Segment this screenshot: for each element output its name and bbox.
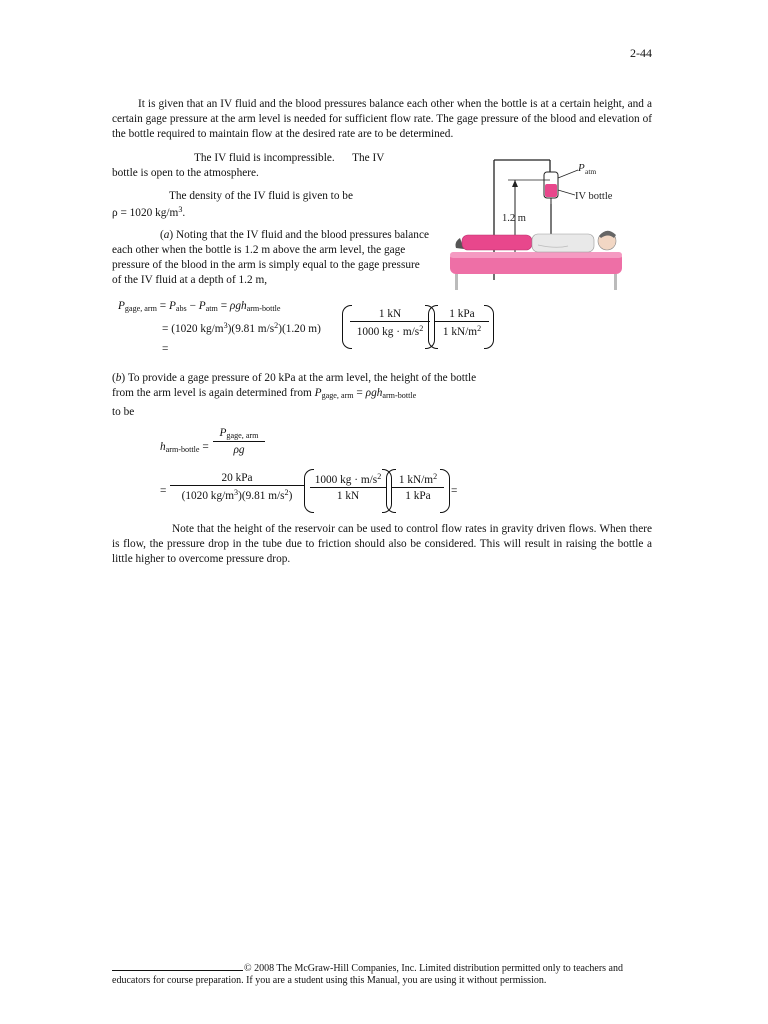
density-value: ρ = 1020 kg/m xyxy=(112,207,179,220)
equation-a-line-3: = xyxy=(162,343,169,355)
assumptions-line-2: bottle is open to the atmosphere. xyxy=(112,167,259,179)
page-number: 2-44 xyxy=(630,46,652,60)
bottle-leader xyxy=(558,190,575,195)
fraction-a-kn: $\frac{1 kN}{1000 kg \cdot m/s^2}$ xyxy=(350,308,430,338)
footer-blank-line xyxy=(112,970,243,971)
patm-subscript: atm xyxy=(585,167,597,176)
density-period: . xyxy=(182,207,186,220)
equation-b-eq2: = xyxy=(160,485,167,497)
equation-b-lhs: $h_{arm-bottle}$ = xyxy=(160,441,209,455)
discussion-paragraph: Note that the height of the reservoir can be used to control flow rates in gravity driven flows. When there is flow, the pressure drop in the tube due to friction should also be considered. This will result in raising the bottle a little higher to overcome pressure drop. xyxy=(112,523,652,565)
part-b-text: To provide a gage pressure of 20 kPa at the arm level, the height of the bottle from the arm level is again determined from xyxy=(112,372,477,399)
part-a-paragraph: (a) Noting that the IV fluid and the blood pressures balance each other when the bottle is 1.2 m above the arm level, the gage pressure of the blood in the arm is simply equal to the gage pressure of the IV fluid at a depth of 1.2 m, xyxy=(112,229,429,286)
assumption-incompressible: The IV fluid is incompressible. xyxy=(194,152,335,164)
patm-leader xyxy=(558,170,578,178)
fraction-b-main: 20 kPa (1020 $kg/m^3)(9.81$ $m/s^2$) xyxy=(170,472,304,502)
fraction-b-pressure-over-rhog: $P_{gage, arm}$ ρg xyxy=(213,427,265,456)
fraction-b-knm2: 1 $kN/m^2$ 1 kPa xyxy=(392,472,444,502)
density-exponent: 3 xyxy=(178,205,183,214)
bed xyxy=(450,252,622,290)
height-label: 1.2 m xyxy=(502,213,526,224)
intro-paragraph: It is given that an IV fluid and the blood pressures balance each other when the bottle is at a certain height, and a certain gage pressure at the arm level is needed for sufficient flow rate. The gage pressure of the blood and elevation of the bottle required to maintain flow at the desired rate are to be determined. xyxy=(112,98,652,140)
part-a-text: Noting that the IV fluid and the blood pressures balance each other when the bottle is 1.2 m above the arm level, the gage pressure of the blood in the arm is simply equal to the gage pressure of the IV fluid at a depth of 1.2 m, xyxy=(112,229,429,286)
part-b-label: b xyxy=(115,372,122,384)
fraction-b-kgms: $\frac{1000 kg \cdot m/s^2}{1 kN}$ xyxy=(310,472,386,502)
assumption-open: The IV xyxy=(352,152,385,164)
paren-b2-right xyxy=(440,469,450,513)
patm-label: P xyxy=(578,162,585,174)
paren-a2-right xyxy=(484,305,494,349)
iv-bottle-figure xyxy=(450,150,640,300)
properties-line-2 xyxy=(112,205,185,219)
part-b-to-be: to be xyxy=(112,406,135,418)
iv-bottle-label: IV bottle xyxy=(575,191,613,202)
part-a-label: a xyxy=(163,229,170,241)
footer-copyright: © 2008 The McGraw-Hill Companies, Inc. Limited distribution permitted only to teachers and educators for course preparation. If you are a student using this Manual, you are using it without permission. xyxy=(112,963,623,986)
patient-icon xyxy=(456,231,617,252)
height-arrow-top xyxy=(512,180,518,187)
equation-a-line-2: = (1020 $kg/m^3)(9.81$ $m/s^2)(1.20$ m) xyxy=(162,321,321,336)
part-b-paragraph: (b) To provide a gage pressure of 20 kPa at the arm level, the height of the bottle from the arm level is again determined from $P_{gage, arm} = \rho gh_{arm-bottle}$ xyxy=(112,372,477,401)
properties-line-1: The density of the IV fluid is given to be xyxy=(169,190,353,202)
equation-b-eq3: = xyxy=(451,485,458,497)
assumptions-line-1 xyxy=(194,152,384,164)
iv-bottle-icon xyxy=(544,172,558,204)
equation-a-line-1: $P_{gage, arm} = P_{abs} - P_{atm} = \rho gh_{arm-bottle}$ xyxy=(118,300,281,314)
fraction-a-kpa: 1 kPa 1 $kN/m^2$ xyxy=(435,308,489,338)
